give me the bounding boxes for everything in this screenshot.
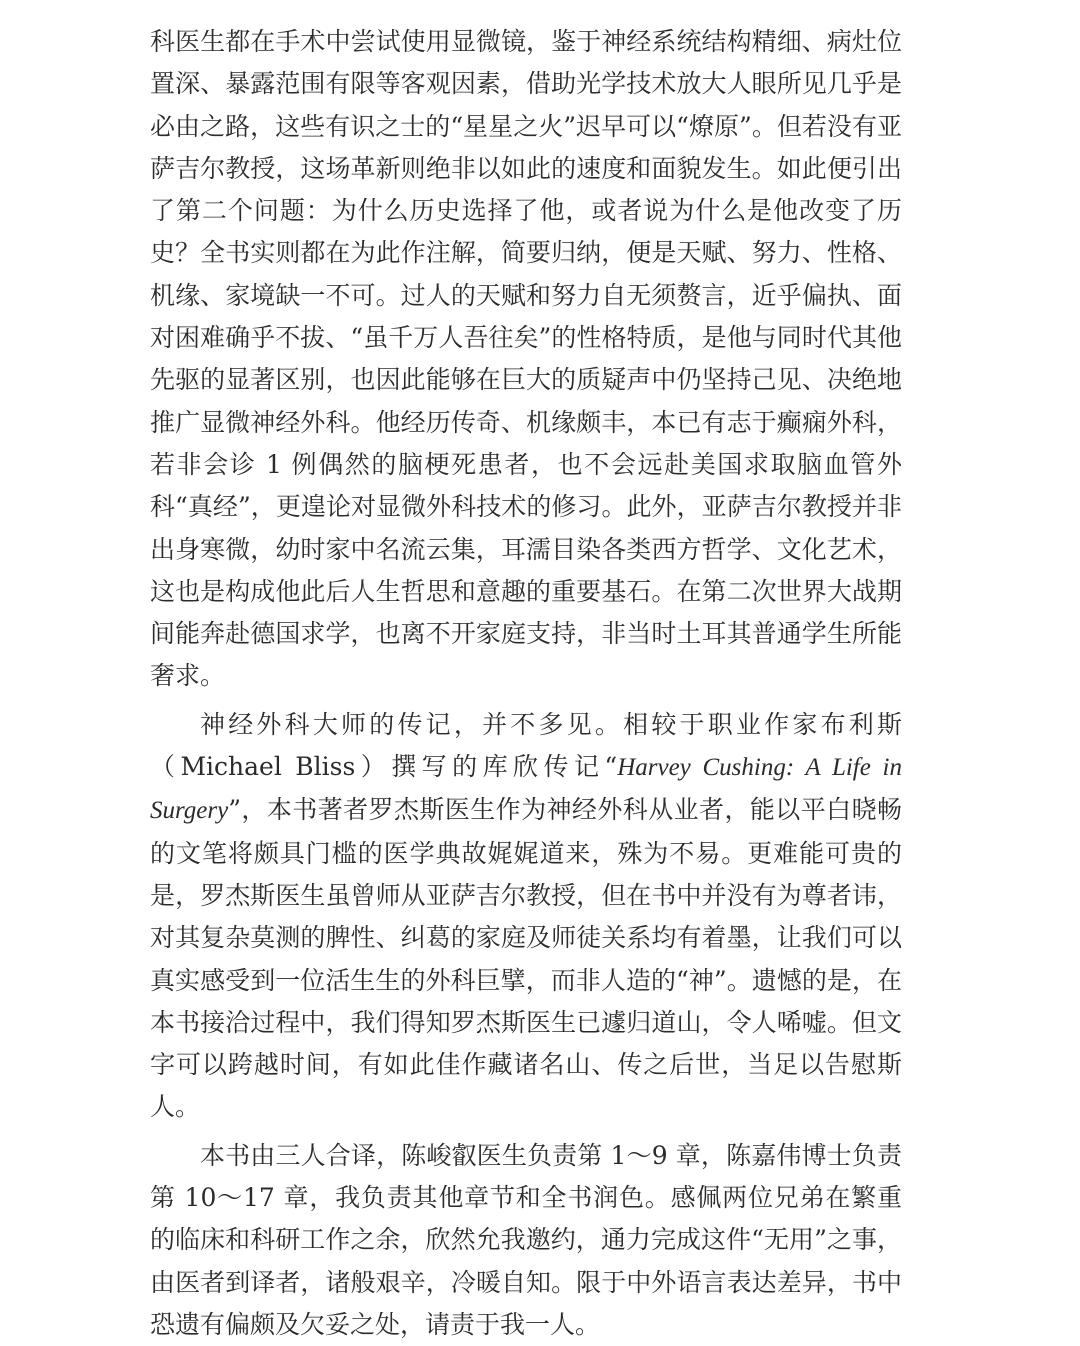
body-text <box>150 21 902 1346</box>
paragraph-2-before-title: 神经外科大师的传记，并不多见。相较于职业作家布利斯（Michael Bliss）撰写的库欣传记“ <box>150 709 902 782</box>
paragraph-2 <box>150 704 902 1129</box>
paragraph-2-after-title: ”，本书著者罗杰斯医生作为神经外科从业者，能以平白晓畅的文笔将颇具门槛的医学典故娓娓道来，殊为不易。更难能可贵的是，罗杰斯医生虽曾师从亚萨吉尔教授，但在书中并没有为尊者讳，对其复杂莫测的脾性、纠葛的家庭及师徒关系均有着墨，让我们可以真实感受到一位活生生的外科巨擘，而非人造的“神”。遗憾的是，在本书接洽过程中，我们得知罗杰斯医生已遽归道山，令人唏嘘。但文字可以跨越时间，有如此佳作藏诸名山、传之后世，当足以告慰斯人。 <box>150 795 902 1122</box>
paragraph-1: 科医生都在手术中尝试使用显微镜，鉴于神经系统结构精细、病灶位置深、暴露范围有限等客观因素，借助光学技术放大人眼所见几乎是必由之路，这些有识之士的“星星之火”迟早可以“燎原”。但若没有亚萨吉尔教授，这场革新则绝非以如此的速度和面貌发生。如此便引出了第二个问题：为什么历史选择了他，或者说为什么是他改变了历史？全书实则都在为此作注解，简要归纳，便是天赋、努力、性格、机缘、家境缺一不可。过人的天赋和努力自无须赘言，近乎偏执、面对困难确乎不拔、“虽千万人吾往矣”的性格特质，是他与同时代其他先驱的显著区别，也因此能够在巨大的质疑声中仍坚持己见、决绝地推广显微神经外科。他经历传奇、机缘颇丰，本已有志于癫痫外科，若非会诊 1 例偶然的脑梗死患者，也不会远赴美国求取脑血管外科“真经”，更遑论对显微外科技术的修习。此外，亚萨吉尔教授并非出身寒微，幼时家中名流云集，耳濡目染各类西方哲学、文化艺术，这也是构成他此后人生哲思和意趣的重要基石。在第二次世界大战期间能奔赴德国求学，也离不开家庭支持，非当时土耳其普通学生所能奢求。 <box>150 27 902 691</box>
paragraph-3: 本书由三人合译，陈峻叡医生负责第 1～9 章，陈嘉伟博士负责第 10～17 章，我负责其他章节和全书润色。感佩两位兄弟在繁重的临床和科研工作之余，欣然允我邀约，通力完成这件“无用”之事，由医者到译者，诸般艰辛，冷暖自知。限于中外语言表达差异，书中恐遗有偏颇及欠妥之处，请责于我一人。 <box>150 1140 902 1339</box>
book-title: Harvey Cushing: A Life in Surgery <box>150 754 902 825</box>
